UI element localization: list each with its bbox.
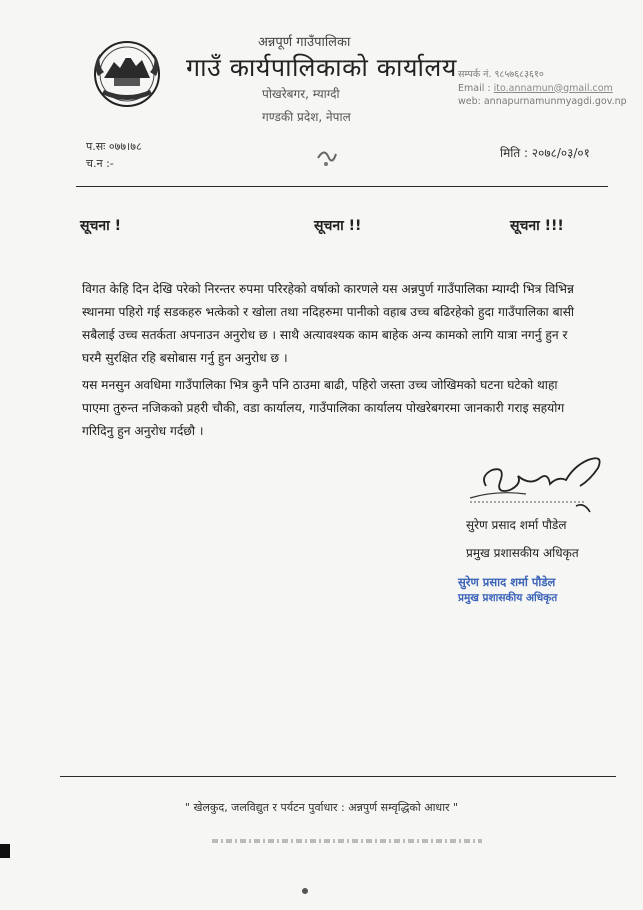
notice-heading-3: सूचना !!! (510, 218, 564, 234)
office-location: पोखरेबगर, म्याग्दी (262, 87, 340, 101)
reference-block (86, 138, 142, 172)
contact-block (458, 68, 627, 109)
contact-web[interactable]: web: annapurnamunmyagdi.gov.np (458, 96, 627, 107)
office-title: गाउँ कार्यपालिकाको कार्यालय (186, 53, 457, 82)
scan-speck (302, 888, 308, 894)
scan-artifact (212, 836, 482, 846)
scan-mark-icon (314, 146, 340, 170)
stamp-name: सुरेण प्रसाद शर्मा पौडेल (458, 575, 556, 589)
signatory-designation: प्रमुख प्रशासकीय अधिकृत (466, 546, 579, 560)
header-divider (76, 186, 608, 187)
rural-municipality-name: अन्नपूर्ण गाउँपालिका (258, 35, 351, 50)
email-link[interactable]: ito.annamun@gmail.com (493, 82, 613, 94)
official-stamp (458, 574, 557, 606)
nepal-emblem-icon (84, 36, 170, 112)
notice-heading-2: सूचना !! (314, 218, 362, 234)
handwritten-signature (466, 446, 612, 518)
letter-number: प.सः ०७७।७८ (86, 140, 142, 153)
footer-divider (60, 776, 616, 777)
notice-paragraph-1: विगत केहि दिन देखि परेको निरन्तर रुपमा परिरहेको वर्षाको कारणले यस अन्नपुर्ण गाउँपालिका म्याग्दी भित्र विभिन्न स्थानमा पहिरो गई सडकहरु भत्केको र खोला तथा नदिहरुमा पानीको वहाब उच्च बढिरहेको हुदा गाउँपालिका बासी सबैलाई उच्च सतर्कता अपनाउन अनुरोध छ । साथै अत्यावश्यक काम बाहेक अन्य कामको लागि यात्रा नगर्नु हुन र घरमै सुरक्षित रहि बसोबास गर्नु हुन अनुरोध छ । (82, 282, 575, 365)
scan-edge-mark (0, 844, 10, 858)
contact-email-line (458, 82, 627, 96)
contact-phone: सम्पर्क नं. ९८५७६८३६१० (458, 69, 544, 80)
notice-paragraph-2: यस मनसुन अवधिमा गाउँपालिका भित्र कुनै पनि ठाउमा बाढी, पहिरो जस्ता उच्च जोखिमको घटना घटेको थाहा पाएमा तुरुन्त नजिकको प्रहरी चौकी, वडा कार्यालय, गाउँपालिका कार्यालय पोखरेबगरमा जानकारी गराइ सहयोग गरिदिनु हुन अनुरोध गर्दछौ । (82, 378, 565, 438)
notice-heading-1: सूचना ! (80, 218, 122, 234)
footer-motto: " खेलकुद, जलविद्युत र पर्यटन पुर्वाधार : अन्नपुर्ण सम्वृद्धिको आधार " (184, 801, 459, 814)
dispatch-number: च.न :- (86, 157, 114, 170)
stamp-designation: प्रमुख प्रशासकीय अधिकृत (458, 592, 558, 604)
email-label: Email : (458, 82, 491, 94)
letter-date: मिति : २०७८/०३/०१ (500, 146, 590, 160)
signatory-name: सुरेण प्रसाद शर्मा पौडेल (466, 518, 567, 532)
province-line: गण्डकी प्रदेश, नेपाल (262, 110, 351, 124)
